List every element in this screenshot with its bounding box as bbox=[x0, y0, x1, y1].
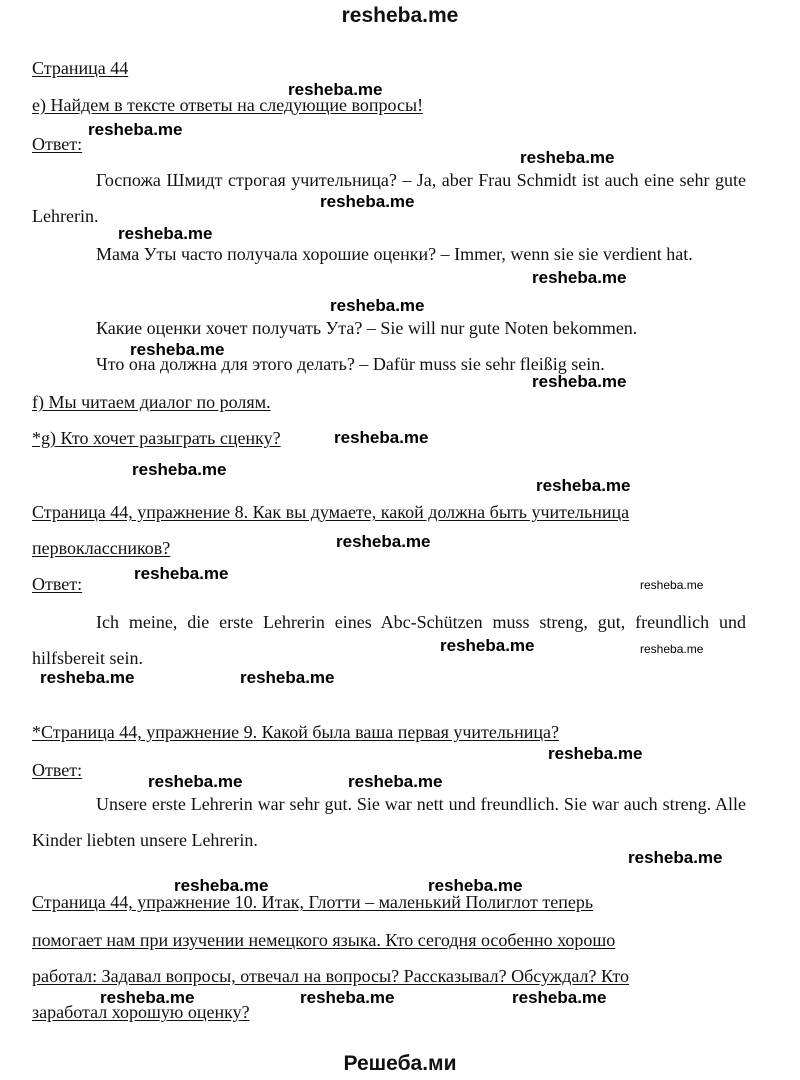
watermark: resheba.me bbox=[336, 532, 431, 551]
site-header: resheba.me bbox=[341, 4, 459, 27]
watermark: resheba.me bbox=[640, 578, 704, 592]
watermark: resheba.me bbox=[348, 772, 443, 791]
site-footer: Решеба.ми bbox=[343, 1052, 457, 1075]
watermark: resheba.me bbox=[440, 636, 535, 655]
watermark: resheba.me bbox=[628, 848, 723, 867]
watermark: resheba.me bbox=[88, 120, 183, 139]
exercise-10-line-4: заработал хорошую оценку? bbox=[32, 1002, 250, 1022]
exercise-8-title-line-2: первоклассников? bbox=[32, 538, 171, 558]
watermark: resheba.me bbox=[40, 668, 135, 687]
watermark: resheba.me bbox=[334, 428, 429, 447]
watermark: resheba.me bbox=[428, 876, 523, 895]
task-g: *g) Кто хочет разыграть сценку? bbox=[32, 428, 281, 448]
watermark: resheba.me bbox=[240, 668, 335, 687]
watermark: resheba.me bbox=[118, 224, 213, 243]
watermark: resheba.me bbox=[532, 268, 627, 287]
exercise-8-title-line-1: Страница 44, упражнение 8. Как вы думаете, какой должна быть учительница bbox=[32, 502, 630, 522]
qa-item-1: Госпожа Шмидт строгая учительница? – Ja, aber Frau Schmidt ist auch eine sehr gute Lehrerin. bbox=[32, 170, 746, 226]
watermark: resheba.me bbox=[100, 988, 195, 1007]
watermark: resheba.me bbox=[134, 564, 229, 583]
watermark: resheba.me bbox=[532, 372, 627, 391]
watermark: resheba.me bbox=[320, 192, 415, 211]
exercise-10-line-3: работал: Задавал вопросы, отвечал на вопросы? Рассказывал? Обсуждал? Кто bbox=[32, 966, 629, 986]
exercise-9-answer: Unsere erste Lehrerin war sehr gut. Sie war nett und freundlich. Sie war auch streng. Alle Kinder liebten unsere Lehrerin. bbox=[32, 794, 746, 850]
watermark: resheba.me bbox=[330, 296, 425, 315]
watermark: resheba.me bbox=[640, 642, 704, 656]
qa-item-4: Что она должна для этого делать? – Dafür muss sie sehr fleißig sein. bbox=[96, 354, 605, 374]
exercise-9-title: *Страница 44, упражнение 9. Какой была ваша первая учительница? bbox=[32, 722, 559, 742]
task-e-question: e) Найдем в тексте ответы на следующие вопросы! bbox=[32, 95, 424, 115]
answer-label-2: Ответ: bbox=[32, 574, 83, 594]
watermark: resheba.me bbox=[536, 476, 631, 495]
watermark: resheba.me bbox=[174, 876, 269, 895]
page-title: Страница 44 bbox=[32, 58, 129, 78]
watermark: resheba.me bbox=[288, 80, 383, 99]
qa-item-3: Какие оценки хочет получать Ута? – Sie will nur gute Noten bekommen. bbox=[96, 318, 638, 338]
watermark: resheba.me bbox=[512, 988, 607, 1007]
qa-item-2: Мама Уты часто получала хорошие оценки? – Immer, wenn sie sie verdient hat. bbox=[96, 244, 693, 264]
answer-label-3: Ответ: bbox=[32, 760, 83, 780]
watermark: resheba.me bbox=[520, 148, 615, 167]
watermark: resheba.me bbox=[148, 772, 243, 791]
watermark: resheba.me bbox=[130, 340, 225, 359]
watermark: resheba.me bbox=[300, 988, 395, 1007]
watermark: resheba.me bbox=[548, 744, 643, 763]
answer-label-1: Ответ: bbox=[32, 134, 83, 154]
exercise-10-line-1: Страница 44, упражнение 10. Итак, Глотти – маленький Полиглот теперь bbox=[32, 892, 594, 912]
watermark: resheba.me bbox=[132, 460, 227, 479]
exercise-8-answer: Ich meine, die erste Lehrerin eines Abc-Schützen muss streng, gut, freundlich und hilfsbereit sein. bbox=[32, 612, 746, 668]
exercise-10-line-2: помогает нам при изучении немецкого языка. Кто сегодня особенно хорошо bbox=[32, 930, 616, 950]
task-f: f) Мы читаем диалог по ролям. bbox=[32, 392, 271, 412]
